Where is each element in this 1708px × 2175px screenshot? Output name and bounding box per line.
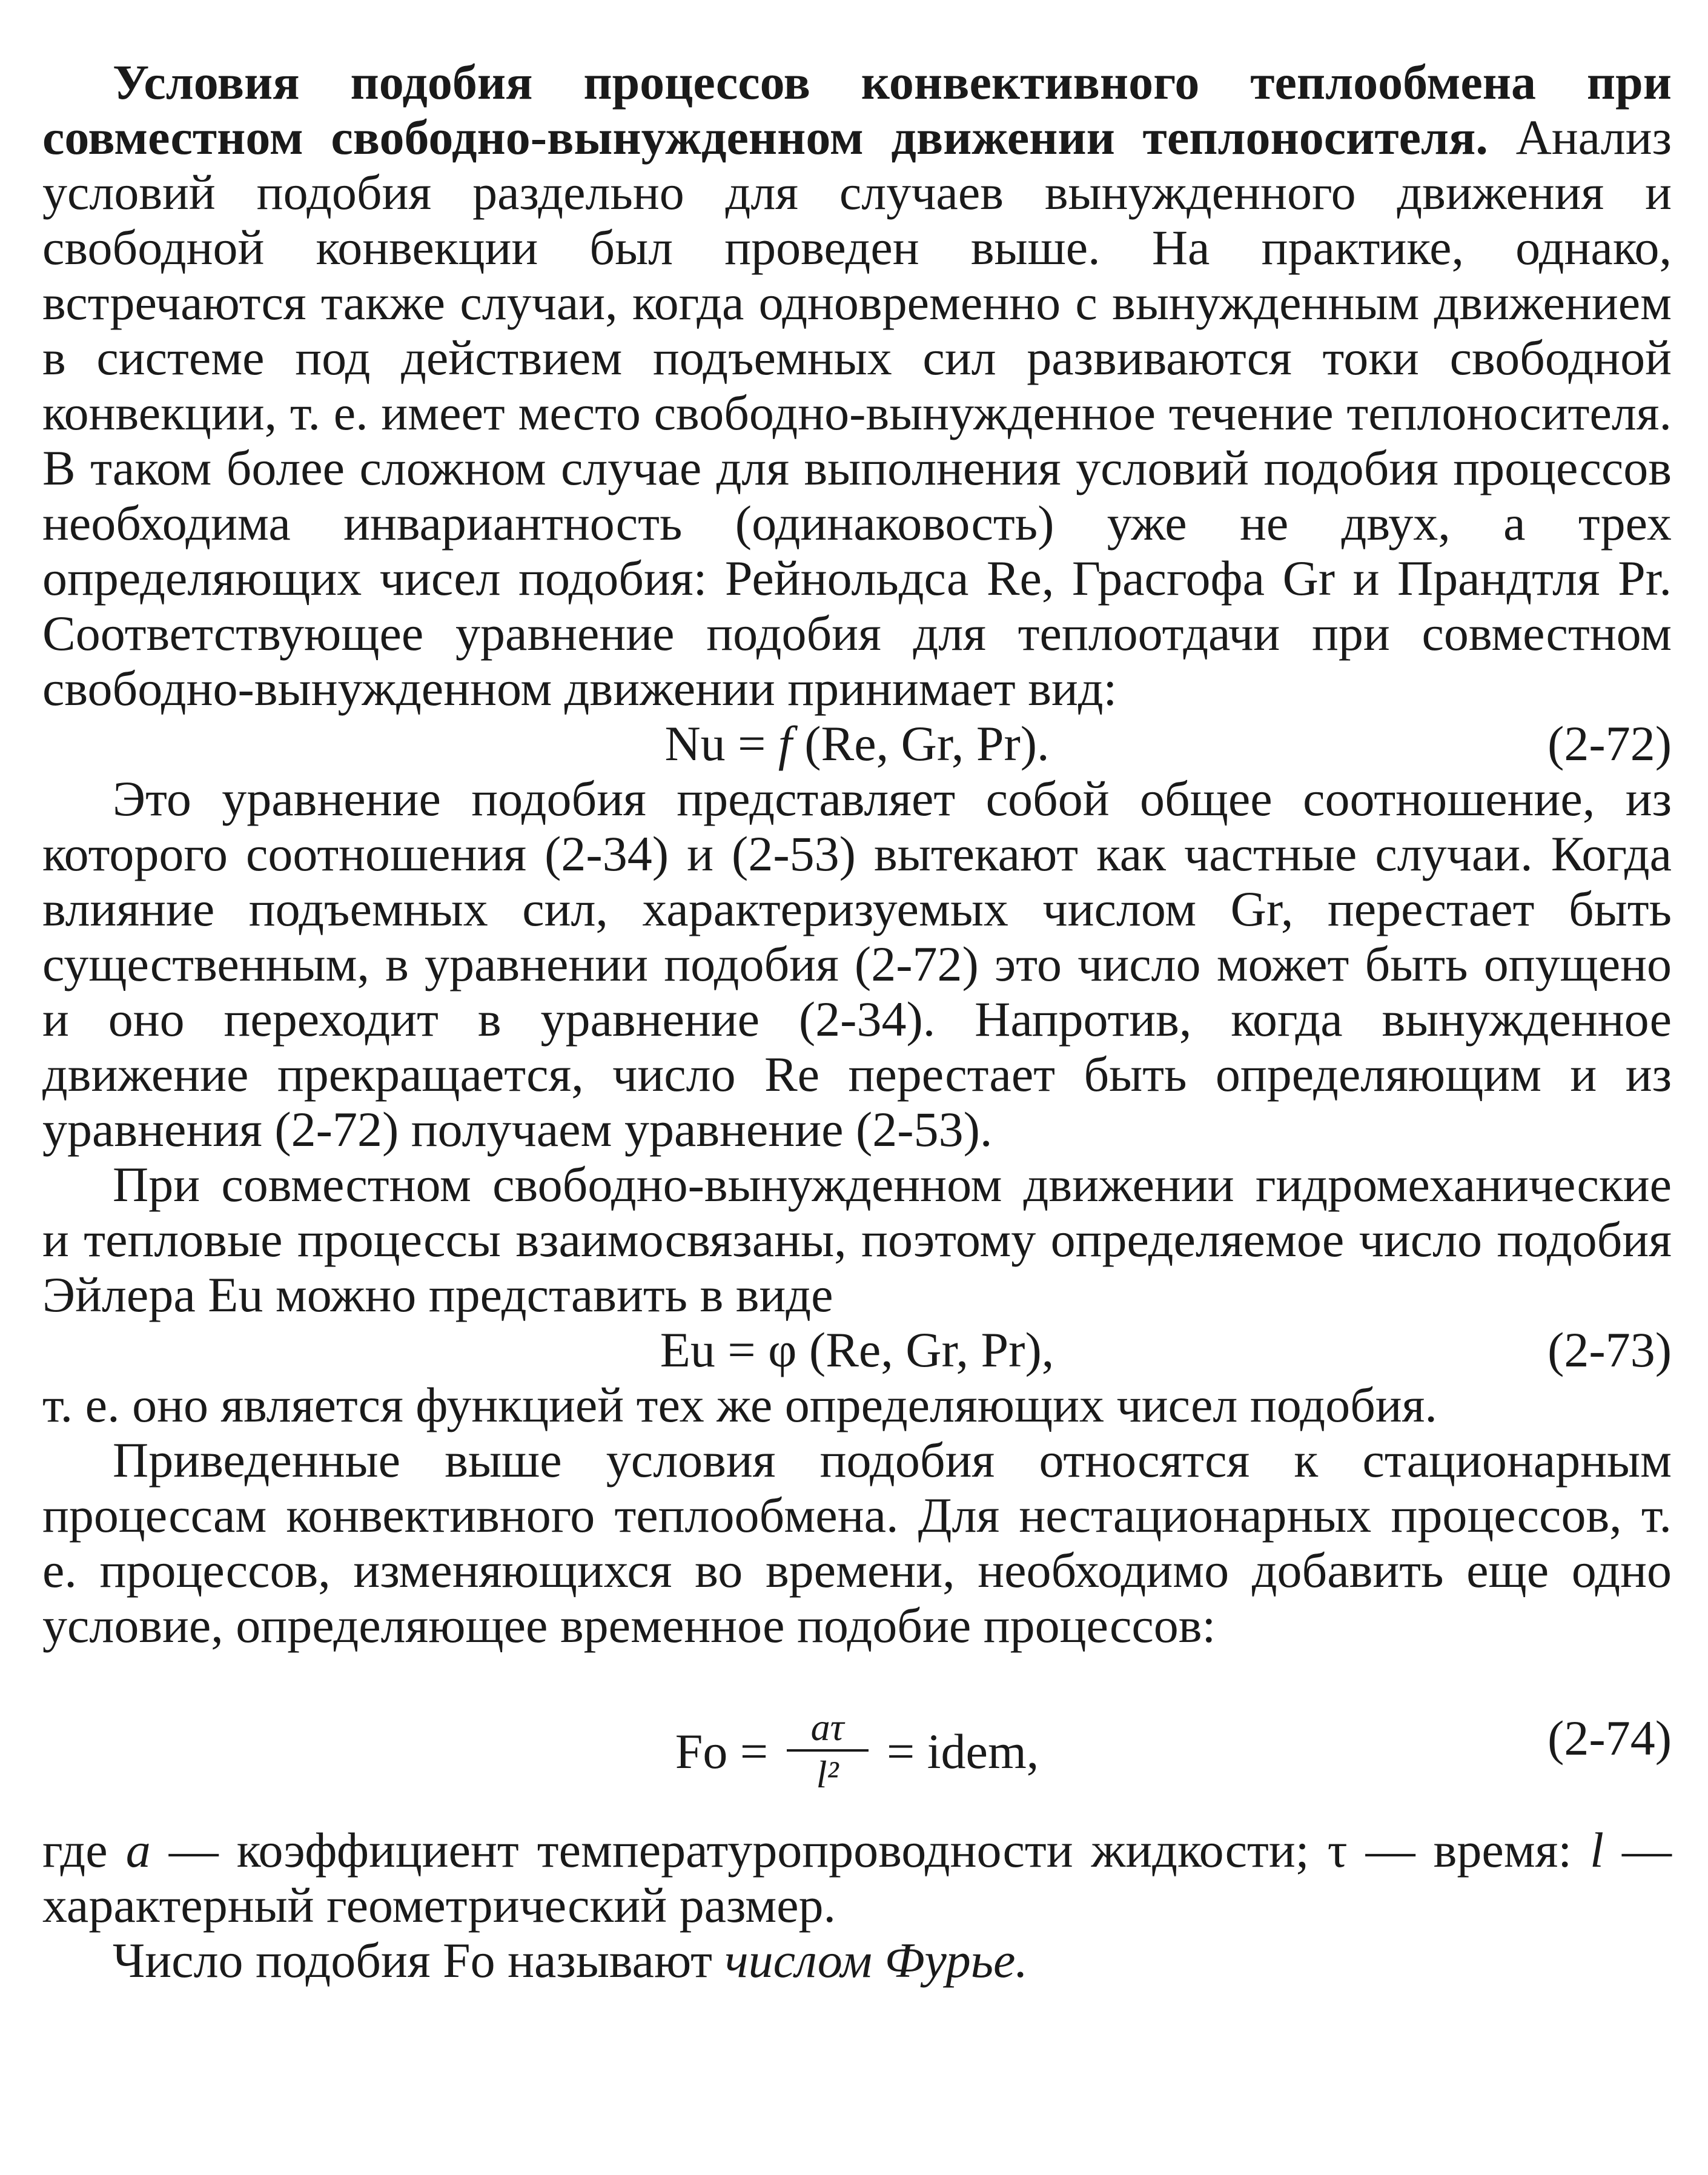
- symbol-a: a: [125, 1822, 151, 1878]
- equation-2-74-number: (2-74): [1547, 1710, 1672, 1766]
- paragraph-intro: [42, 55, 1672, 716]
- paragraph-definitions: [42, 1822, 1672, 1933]
- paragraph-function-note: т. е. оно является функцией тех же определяющих чисел подобия.: [42, 1377, 1437, 1432]
- equation-2-73-number: (2-73): [1547, 1322, 1672, 1377]
- equation-2-74-numerator: aτ: [787, 1706, 869, 1752]
- fourier-prefix: Число подобия Fo называют: [113, 1933, 725, 1988]
- equation-2-72-number: (2-72): [1547, 716, 1672, 771]
- equation-2-72-args: (Re, Gr, Pr).: [792, 716, 1050, 771]
- equation-2-73: [42, 1322, 1672, 1377]
- equation-2-74-fraction: [787, 1706, 869, 1798]
- equation-2-72-lhs: Nu: [664, 716, 726, 771]
- equation-2-72: [42, 716, 1672, 771]
- equation-2-72-body: [42, 716, 1672, 771]
- document-page: [42, 55, 1672, 1988]
- definitions-text-1: — коэффициент температуропроводности жидкости; τ — время:: [150, 1822, 1590, 1878]
- equation-2-72-operator: =: [725, 716, 778, 771]
- fourier-term: числом Фурье.: [724, 1933, 1028, 1988]
- equation-2-72-function: f: [778, 716, 792, 771]
- paragraph-euler-number: При совместном свободно-вынужденном движении гидромеханические и тепловые процессы взаимосвязаны, поэтому определяемое число подобия Эйлера Eu можно представить в виде: [42, 1157, 1672, 1322]
- symbol-l: l: [1590, 1822, 1604, 1878]
- section-heading: Условия подобия процессов конвективного теплообмена при совместном свободно-вынужденном движении теплоносителя.: [42, 55, 1672, 165]
- equation-2-74-denominator: l²: [816, 1753, 839, 1796]
- paragraph-nonstationary: Приведенные выше условия подобия относятся к стационарным процессам конвективного теплообмена. Для нестационарных процессов, т. е. процессов, изменяющихся во времени, необходимо добавить еще одно условие, определяющее временное подобие процессов:: [42, 1432, 1672, 1653]
- definitions-text-2: — характерный геометрический размер.: [42, 1822, 1672, 1933]
- equation-2-74-rhs: = idem,: [874, 1723, 1039, 1779]
- equation-2-74-lhs: Fo =: [675, 1723, 781, 1779]
- paragraph-fourier: [42, 1933, 1672, 1988]
- definitions-prefix: где: [42, 1822, 126, 1878]
- paragraph-general-relation: Это уравнение подобия представляет собой общее соотношение, из которого соотношения (2-34) и (2-53) вытекают как частные случаи. Когда влияние подъемных сил, характеризуемых числом Gr, перестает быть существенным, в уравнении подобия (2-72) это число может быть опущено и оно переходит в уравнение (2-34). Напротив, когда вынужденное движение прекращается, число Re перестает быть определяющим и из уравнения (2-72) получаем уравнение (2-53).: [42, 771, 1672, 1157]
- equation-2-73-body: Eu = φ (Re, Gr, Pr),: [660, 1322, 1054, 1377]
- paragraph-intro-text: Анализ условий подобия раздельно для случаев вынужденного движения и свободной конвекции был проведен выше. На практике, однако, встречаются также случаи, когда одновременно с вынужденным движением в системе под действием подъемных сил развиваются токи свободной конвекции, т. е. имеет место свободно-вынужденное течение теплоносителя. В таком более сложном случае для выполнения условий подобия процессов необходима инвариантность (одинаковость) уже не двух, а трех определяющих чисел подобия: Рейнольдса Re, Грасгофа Gr и Прандтля Pr. Соответствующее уравнение подобия для теплоотдачи при совместном свободно-вынужденном движении принимает вид:: [42, 110, 1672, 716]
- equation-2-74: [42, 1677, 1672, 1798]
- equation-2-74-body: [42, 1706, 1672, 1803]
